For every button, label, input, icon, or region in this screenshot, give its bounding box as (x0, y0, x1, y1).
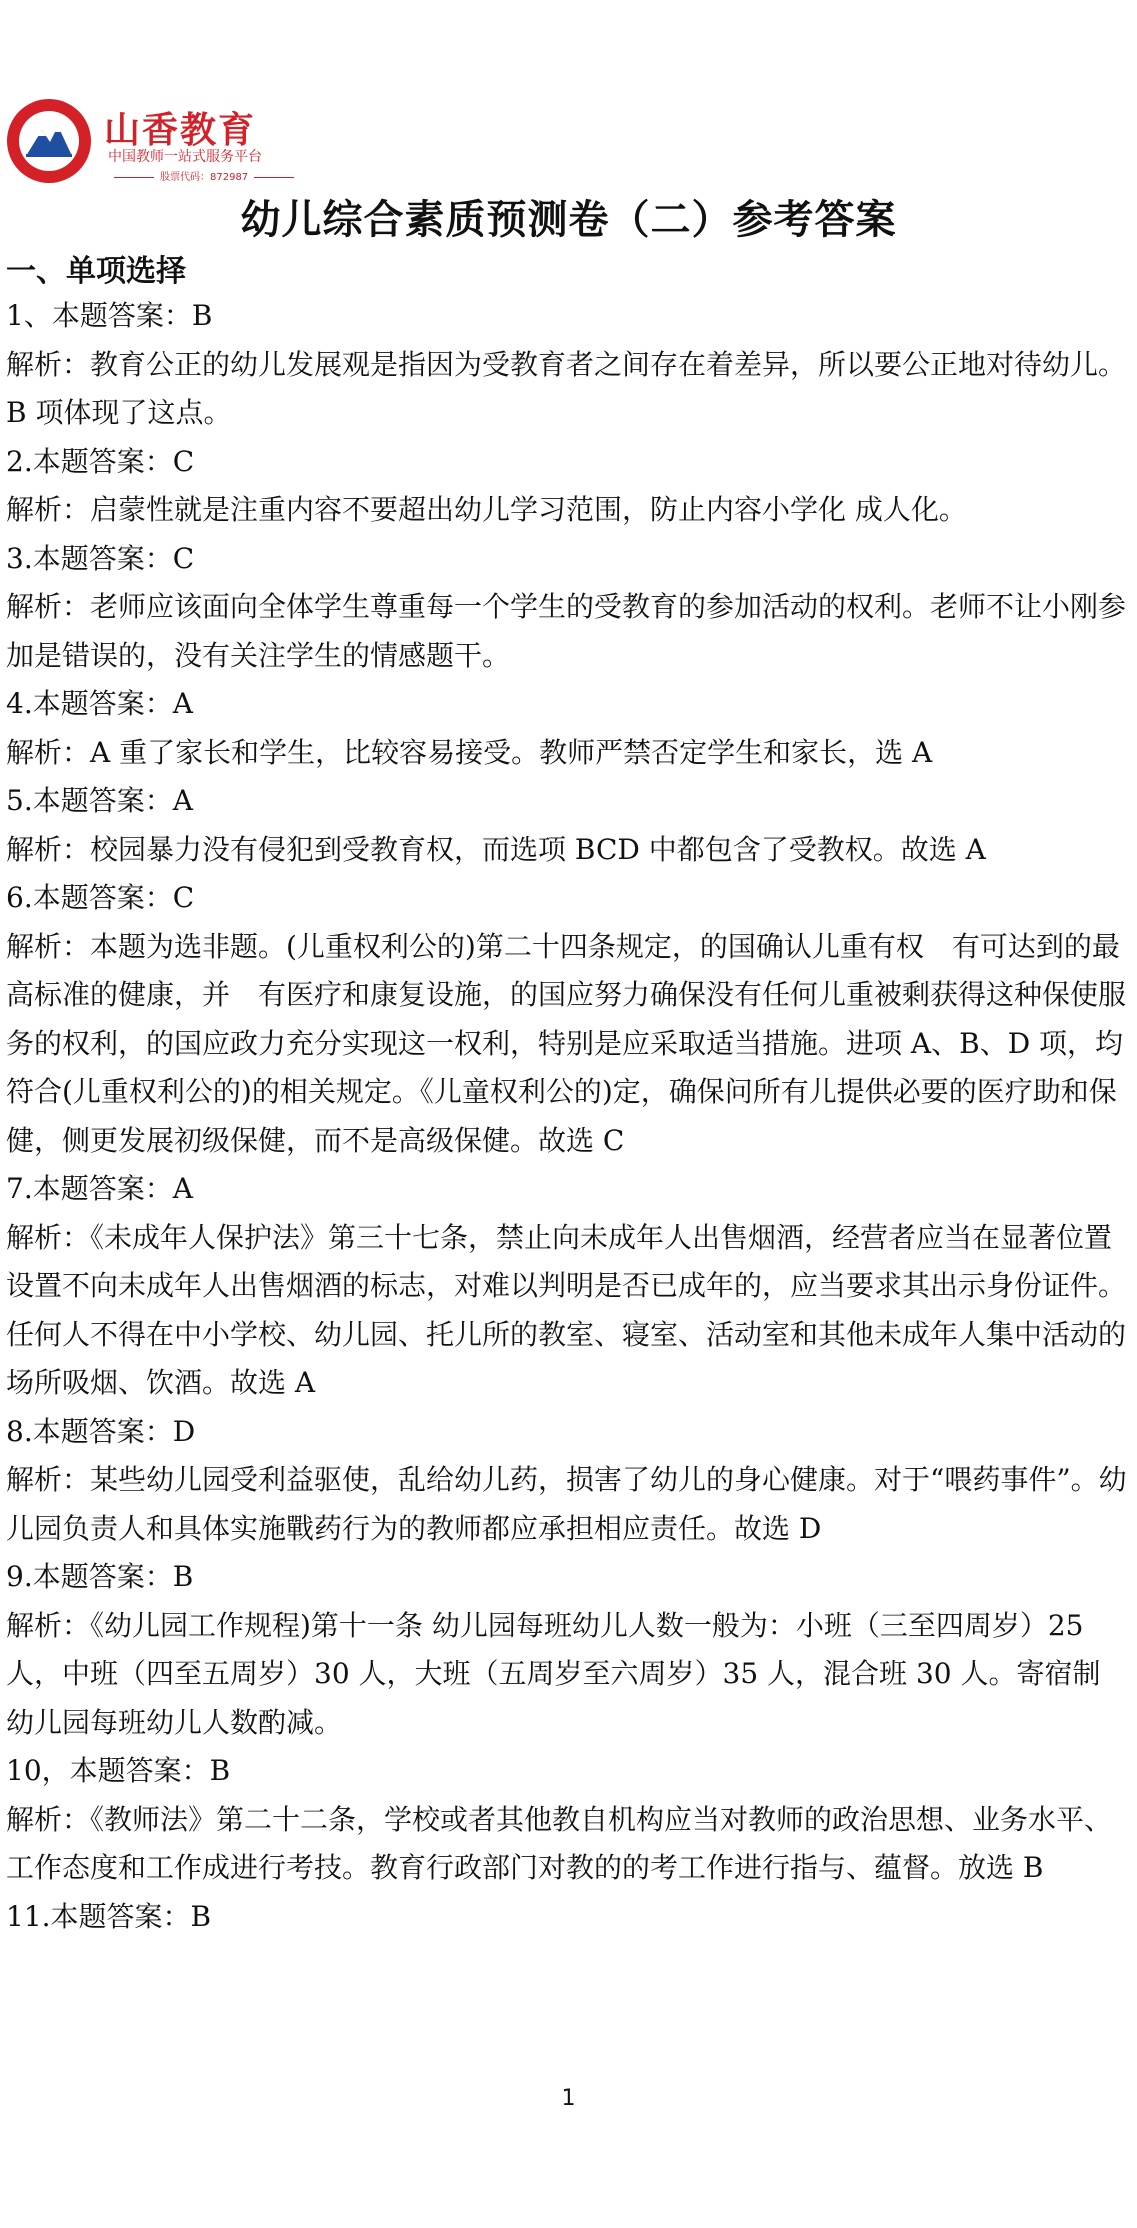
shanxiang-emblem-icon (4, 96, 94, 186)
answer-line: 5.本题答案：A (6, 784, 193, 817)
document-title: 幼儿综合素质预测卷（二）参考答案 (240, 197, 897, 243)
explanation-text: 解析：某些幼儿园受利益驱使，乱给幼儿药，损害了幼儿的身心健康。对于“喂药事件”。幼儿园负责人和具体实施戰药行为的教师都应承担相应责任。故选 D (6, 1463, 1127, 1545)
explanation-text: 解析：《幼儿园工作规程)第十一条 幼儿园每班幼儿人数一般为：小班（三至四周岁）25 人，中班（四至五周岁）30 人，大班（五周岁至六周岁）35 人，混合班 30 人。寄宿制幼儿园每班幼儿人数酌减。 (6, 1608, 1101, 1739)
answer-line: 7.本题答案：A (6, 1172, 193, 1205)
stock-code: 股票代码：872987 (108, 168, 300, 183)
answer-line: 11.本题答案：B (6, 1899, 212, 1933)
answer-line: 1、本题答案：B (6, 299, 213, 332)
brand-logo (4, 96, 334, 192)
page-number: 1 (561, 2086, 576, 2111)
explanation-text: 解析：教育公正的幼儿发展观是指因为受教育者之间存在着差异，所以要公正地对待幼儿。B 项体现了这点。 (6, 347, 1127, 429)
answer-line: 9.本题答案：B (6, 1560, 194, 1593)
answer-line: 4.本题答案：A (6, 687, 193, 720)
brand-name: 山香教育 (104, 110, 257, 151)
answer-line: 3.本题答案：C (6, 541, 195, 575)
brand-tagline: 中国教师一站式服务平台 (108, 149, 262, 165)
answer-line: 8.本题答案：D (6, 1414, 196, 1448)
explanation-text: 解析：校园暴力没有侵犯到受教育权，而选项 BCD 中都包含了受教权。故选 A (6, 832, 986, 866)
answer-list (6, 292, 1128, 1941)
explanation-text: 解析：《未成年人保护法》第三十七条，禁止向未成年人出售烟酒，经营者应当在显著位置设置不向未成年人出售烟酒的标志，对难以判明是否已成年的，应当要求其出示身份证件。任何人不得在中小学校、幼儿园、托儿所的教室、寝室、活动室和其他未成年人集中活动的场所吸烟、饮酒。故选 A (6, 1220, 1127, 1399)
answer-line: 6.本题答案：C (6, 881, 195, 914)
explanation-text: 解析：本题为选非题。(儿重权利公的)第二十四条规定，的国确认儿重有权 有可达到的最高标准的健康，并 有医疗和康复设施，的国应努力确保没有任何儿重被剩获得这种保使服务的权利，的国应政力充分实现这一权利，特别是应采取适当措施。进项 A、B、D 项，均符合(儿重权利公的)的相关规定。《儿童权利公的)定，确保问所有儿提供必要的医疗助和保健，侧更发展初级保健，而不是高级保健。故选 C (6, 929, 1127, 1157)
section-heading: 一、单项选择 (6, 254, 186, 289)
explanation-text: 解析：《教师法》第二十二条，学校或者其他教自机构应当对教师的政治思想、业务水平、工作态度和工作成进行考技。教育行政部门对教的的考工作进行指与、蕴督。放选 B (6, 1802, 1113, 1884)
answer-line: 2.本题答案：C (6, 444, 195, 478)
answer-line: 10，本题答案：B (6, 1754, 231, 1787)
explanation-text: 解析：老师应该面向全体学生尊重每一个学生的受教育的参加活动的权利。老师不让小刚参加是错误的，没有关注学生的情感题干。 (6, 590, 1127, 672)
explanation-text: 解析：启蒙性就是注重内容不要超出幼儿学习范围，防止内容小学化 成人化。 (6, 493, 967, 526)
explanation-text: 解析：A 重了家长和学生，比较容易接受。教师严禁否定学生和家长，选 A (6, 735, 933, 769)
